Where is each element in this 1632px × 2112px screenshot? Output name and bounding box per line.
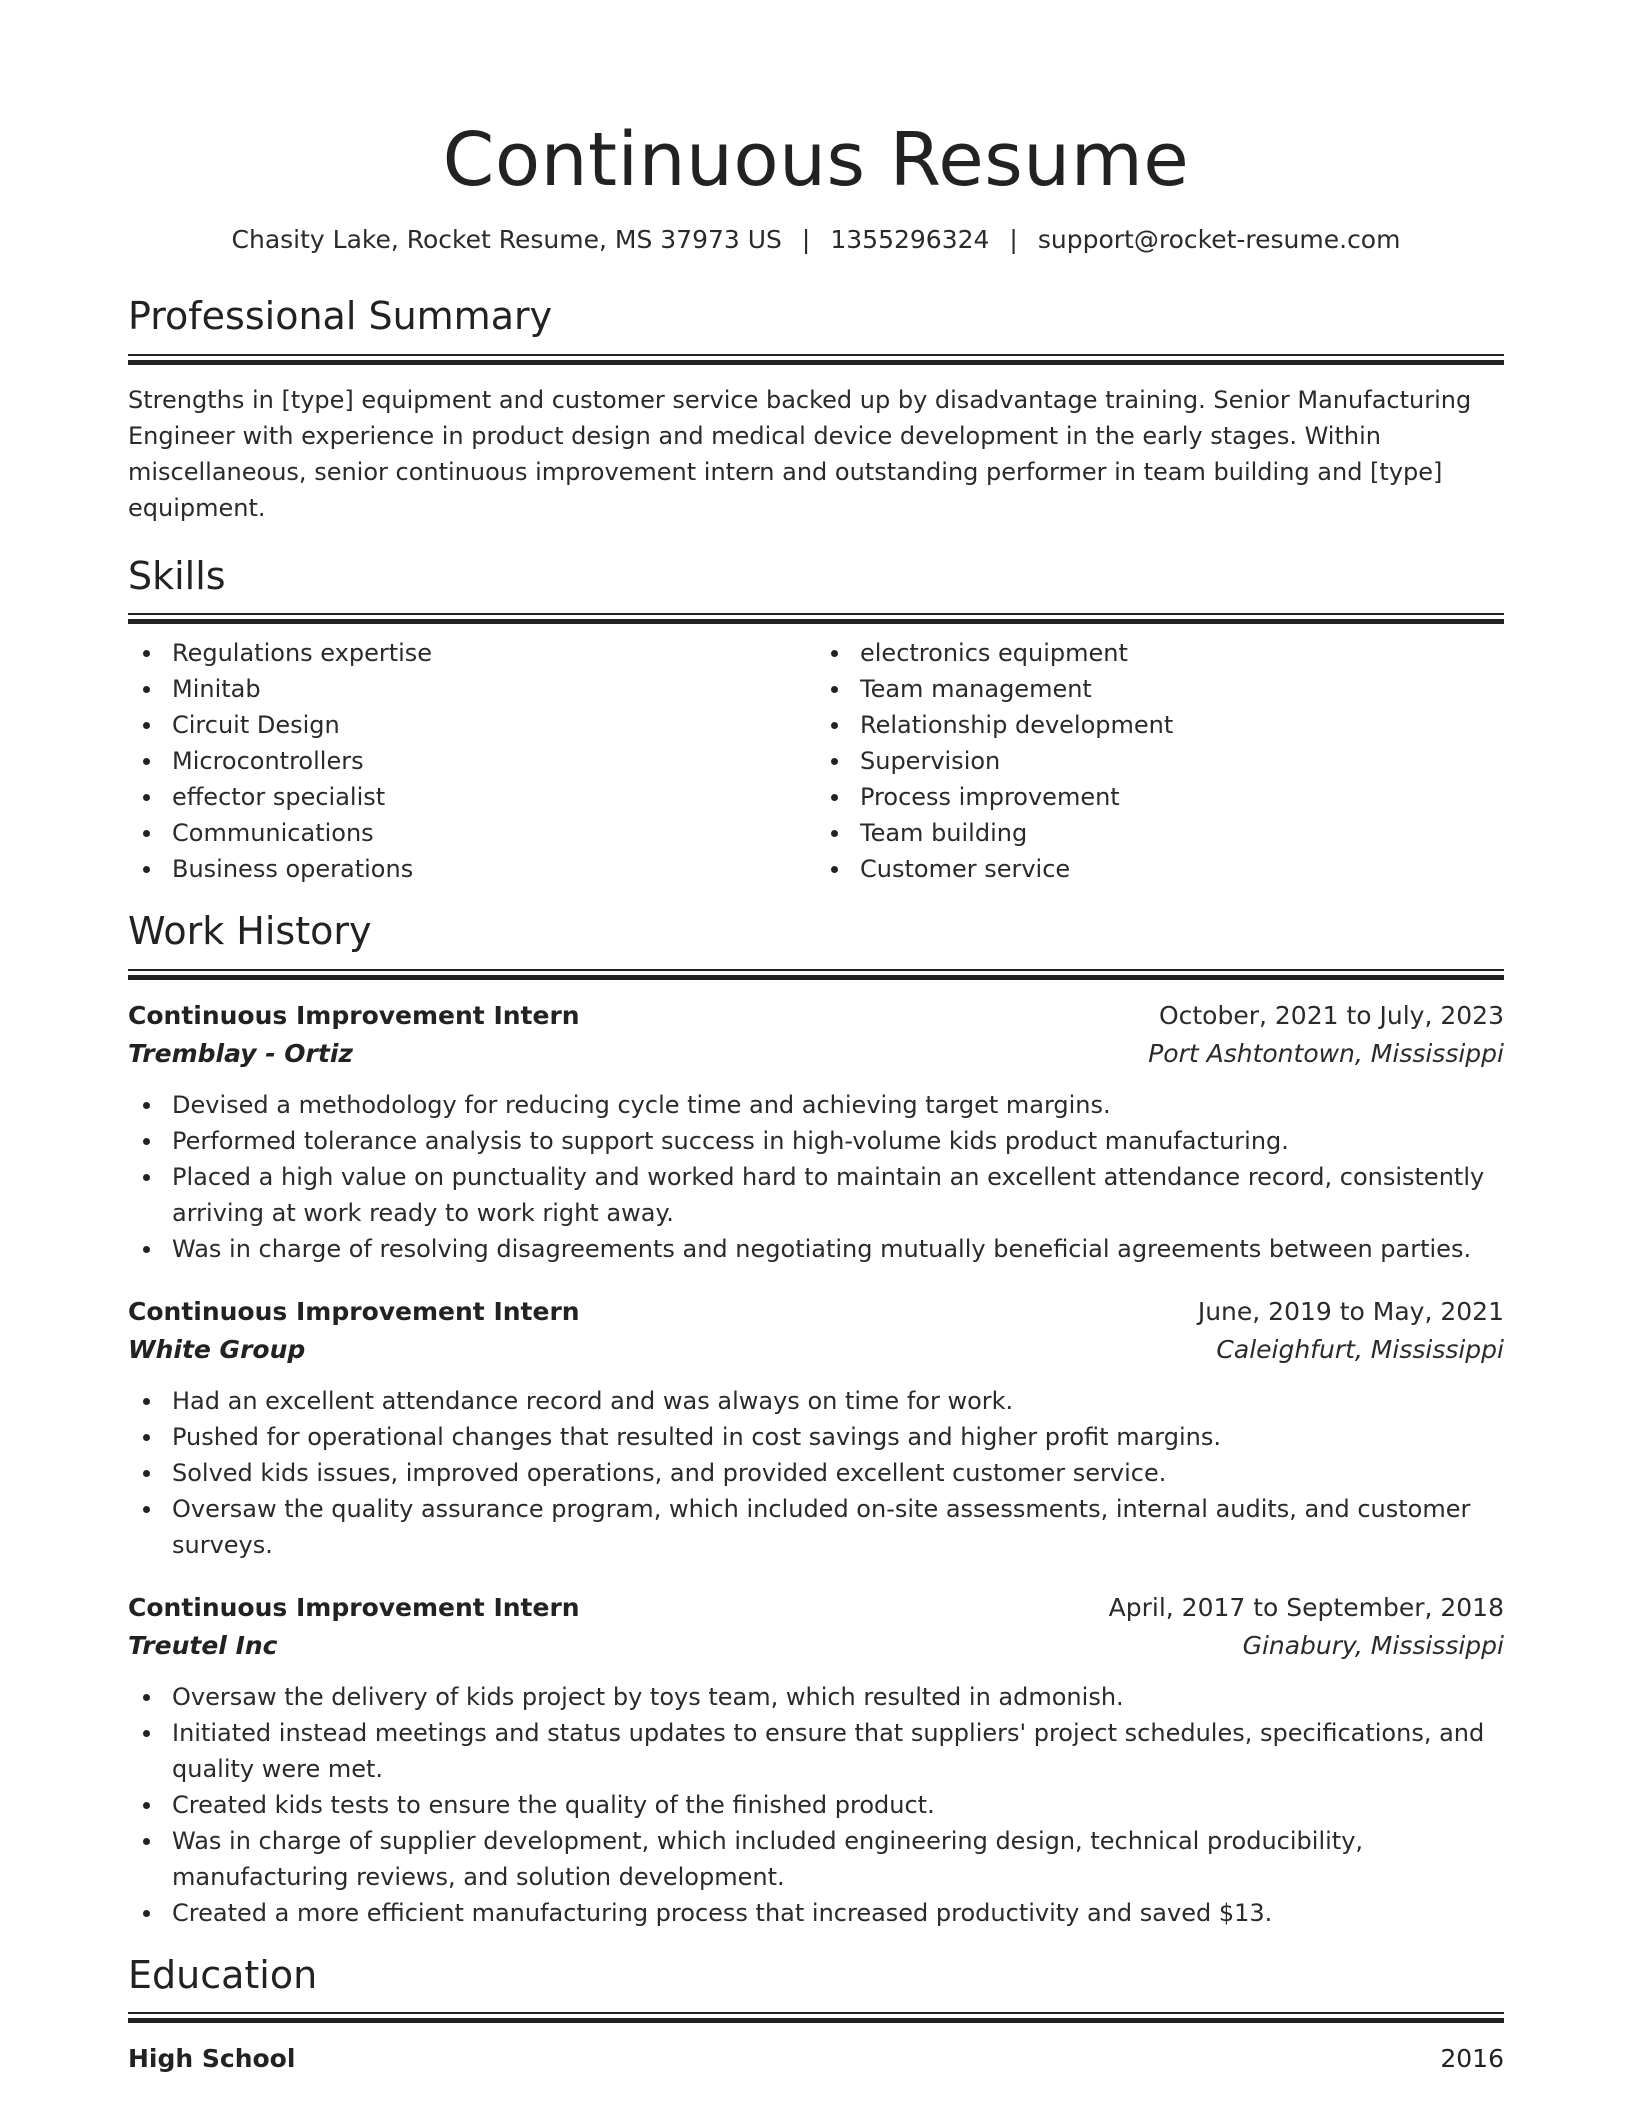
section-divider [128,969,1504,979]
job-bullet: Performed tolerance analysis to support success in high-volume kids product manufacturing. [172,1123,1504,1159]
job-location: Port Ashtontown, Mississippi [1148,1038,1504,1068]
job-bullet: Was in charge of supplier development, which included engineering design, technical producibility, manufacturing reviews, and solution development. [172,1823,1504,1895]
skill-item: Communications [172,815,816,851]
work-heading: Work History [128,909,372,954]
summary-heading: Professional Summary [128,294,553,339]
job-bullet: Created a more efficient manufacturing process that increased productivity and saved $13. [172,1895,1504,1931]
job-bullet: Created kids tests to ensure the quality of the finished product. [172,1787,1504,1823]
work-section [128,909,1504,1931]
job-bullet: Oversaw the delivery of kids project by toys team, which resulted in admonish. [172,1679,1504,1715]
skill-item: Customer service [860,851,1504,887]
job-header [128,1293,1504,1331]
job-header [128,997,1504,1035]
job-dates: June, 2019 to May, 2021 [1197,1296,1504,1326]
summary-section [128,294,1504,526]
skill-item: electronics equipment [860,635,1504,671]
job-header [128,1589,1504,1627]
job-bullets [128,1679,1504,1931]
education-heading: Education [128,1952,318,1997]
contact-separator: | [1009,225,1018,255]
job-dates: October, 2021 to July, 2023 [1158,1000,1504,1030]
resume-name: Continuous Resume [442,117,1190,203]
job-title: Continuous Improvement Intern [128,1592,580,1622]
job-company: White Group [128,1334,306,1364]
job-bullet: Initiated instead meetings and status updates to ensure that suppliers' project schedules, specifications, and quality were met. [172,1715,1504,1787]
contact-line [128,225,1504,254]
education-section [128,1953,1504,2079]
section-divider [128,354,1504,364]
skill-item: Relationship development [860,707,1504,743]
skills-section [128,554,1504,888]
job-bullet: Devised a methodology for reducing cycle time and achieving target margins. [172,1087,1504,1123]
summary-text: Strengths in [type] equipment and customer service backed up by disadvantage training. Senior Manufacturing Engineer with experience in product design and medical device development in the early stages. Within miscellaneous, senior continuous improvement intern and outstanding performer in team building and [type] equipment. [128,385,1472,522]
job-bullet: Pushed for operational changes that resulted in cost savings and higher profit margins. [172,1419,1504,1455]
job-entry [128,997,1504,1267]
job-bullet: Solved kids issues, improved operations, and provided excellent customer service. [172,1455,1504,1491]
job-title: Continuous Improvement Intern [128,1296,580,1326]
job-dates: April, 2017 to September, 2018 [1108,1592,1504,1622]
contact-phone: 1355296324 [830,225,990,255]
job-location: Caleighfurt, Mississippi [1216,1334,1504,1364]
job-bullets [128,1383,1504,1563]
job-bullet: Oversaw the quality assurance program, which included on-site assessments, internal audits, and customer surveys. [172,1491,1504,1563]
skill-item: Team management [860,671,1504,707]
skill-item: Regulations expertise [172,635,816,671]
education-entry [128,2040,1504,2078]
skill-item: Circuit Design [172,707,816,743]
job-bullets [128,1087,1504,1267]
section-divider [128,2012,1504,2022]
skill-item: Microcontrollers [172,743,816,779]
skill-item: Business operations [172,851,816,887]
contact-email[interactable]: support@rocket-resume.com [1037,225,1401,255]
skill-item: Supervision [860,743,1504,779]
job-subheader [128,1035,1504,1073]
skill-item: Team building [860,815,1504,851]
job-company: Tremblay - Ortiz [128,1038,353,1068]
skills-list-left [128,635,816,887]
skill-item: Process improvement [860,779,1504,815]
job-subheader [128,1627,1504,1665]
job-bullet: Was in charge of resolving disagreements and negotiating mutually beneficial agreements between parties. [172,1231,1504,1267]
job-bullet: Placed a high value on punctuality and worked hard to maintain an excellent attendance record, consistently arriving at work ready to work right away. [172,1159,1504,1231]
job-entry [128,1293,1504,1563]
skills-list-right [816,635,1504,887]
job-entry [128,1589,1504,1931]
job-title: Continuous Improvement Intern [128,1000,580,1030]
skill-item: effector specialist [172,779,816,815]
education-degree: High School [128,2044,296,2074]
job-subheader [128,1331,1504,1369]
education-year: 2016 [1440,2044,1504,2074]
skills-columns [128,635,1504,887]
section-divider [128,613,1504,623]
job-bullet: Had an excellent attendance record and was always on time for work. [172,1383,1504,1419]
job-company: Treutel Inc [128,1630,278,1660]
skills-heading: Skills [128,553,226,598]
contact-separator: | [801,225,811,255]
contact-address: Chasity Lake, Rocket Resume, MS 37973 US [231,225,782,255]
skill-item: Minitab [172,671,816,707]
job-location: Ginabury, Mississippi [1242,1630,1504,1660]
